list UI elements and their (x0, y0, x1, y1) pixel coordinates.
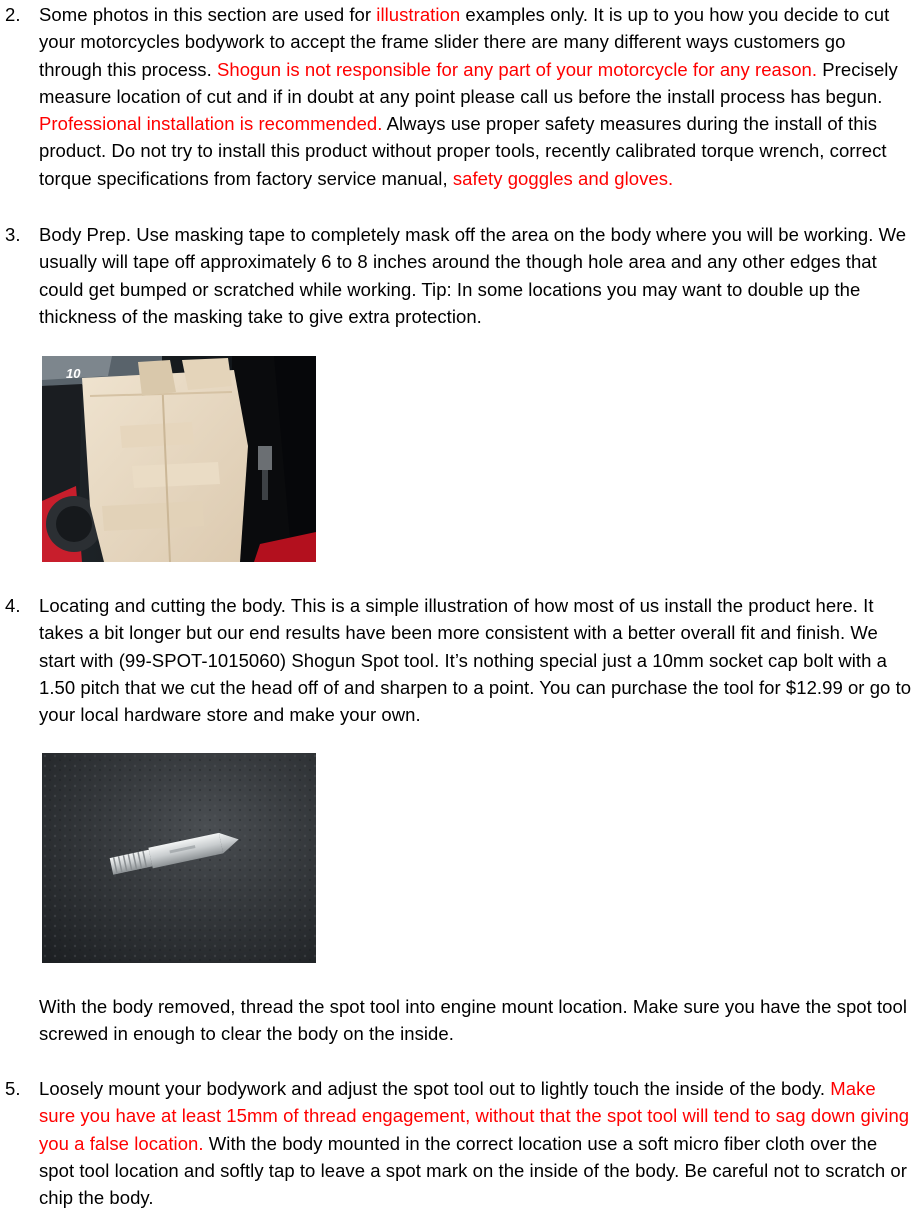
highlight-text: illustration (376, 4, 461, 25)
text-run: Precisely measure location of cut and if in doubt at any point please call us before the install process has begun. (39, 58, 898, 107)
item-text (39, 592, 912, 728)
fairing-label: 10 (66, 366, 81, 381)
masking-tape-photo (42, 356, 316, 562)
safety-text: safety goggles and gloves. (452, 167, 674, 189)
text-run: Locating and cutting the body. This is a simple illustration of how most of us install the product here. It takes a bit longer but our end results have been more consistent with a better overall fit and finish. We start with (99-SPOT-1015060) Shogun Spot tool. It’s nothing special just a 10mm socket cap bolt with a 1.50 pitch that we cut the head off of and sharpen to a point. You can purchase the tool for $12.99 or go to your local hardware store and make your own. (39, 595, 912, 726)
text-run: Body Prep. Use masking tape to completely mask off the area on the body where you will be working. We usually will tape off approximately 6 to 8 inches around the though hole area and any other edges that could get bumped or scratched while working. Tip: In some locations you may want to double up the thickness of the masking take to give extra protection. (39, 224, 907, 327)
spot-tool-image (42, 753, 316, 963)
item-number: 2. (5, 4, 21, 25)
text-run: Loosely mount your bodywork and adjust the spot tool out to lightly touch the inside of the body. (39, 1078, 831, 1099)
warning-text: Make sure you have at least 15mm of thread engagement, without that the spot tool will tend to sag down giving you a false location. (39, 1078, 910, 1154)
text-run: examples only. It is up to you how you decide to cut your motorcycles bodywork to accept the frame slider there are many different ways customers go through this process. (39, 4, 890, 80)
item-number: 5. (5, 1078, 21, 1099)
text-run: Some photos in this section are used for (39, 4, 377, 25)
spot-tool-photo (42, 753, 316, 963)
text-run: With the body removed, thread the spot tool into engine mount location. Make sure you have the spot tool screwed in enough to clear the body on the inside. (39, 996, 908, 1045)
recommendation-text: Professional installation is recommended. (39, 113, 383, 135)
masking-tape-image (42, 356, 316, 562)
text-run: With the body mounted in the correct location use a soft micro fiber cloth over the spot tool location and softly tap to leave a spot mark on the inside of the body. Be careful not to scratch or chip the body. (39, 1132, 907, 1209)
item-text (39, 221, 912, 330)
item-number: 4. (5, 595, 21, 616)
disclaimer-text: Shogun is not responsible for any part of your motorcycle for any reason. (216, 58, 818, 80)
item-text (39, 1075, 912, 1211)
item-number: 3. (5, 224, 21, 245)
item-text (39, 993, 912, 1048)
text-run: Always use proper safety measures during the install of this product. Do not try to install this product without proper tools, recently calibrated torque wrench, correct torque specifications from factory service manual, (39, 113, 887, 189)
item-text (39, 1, 912, 192)
